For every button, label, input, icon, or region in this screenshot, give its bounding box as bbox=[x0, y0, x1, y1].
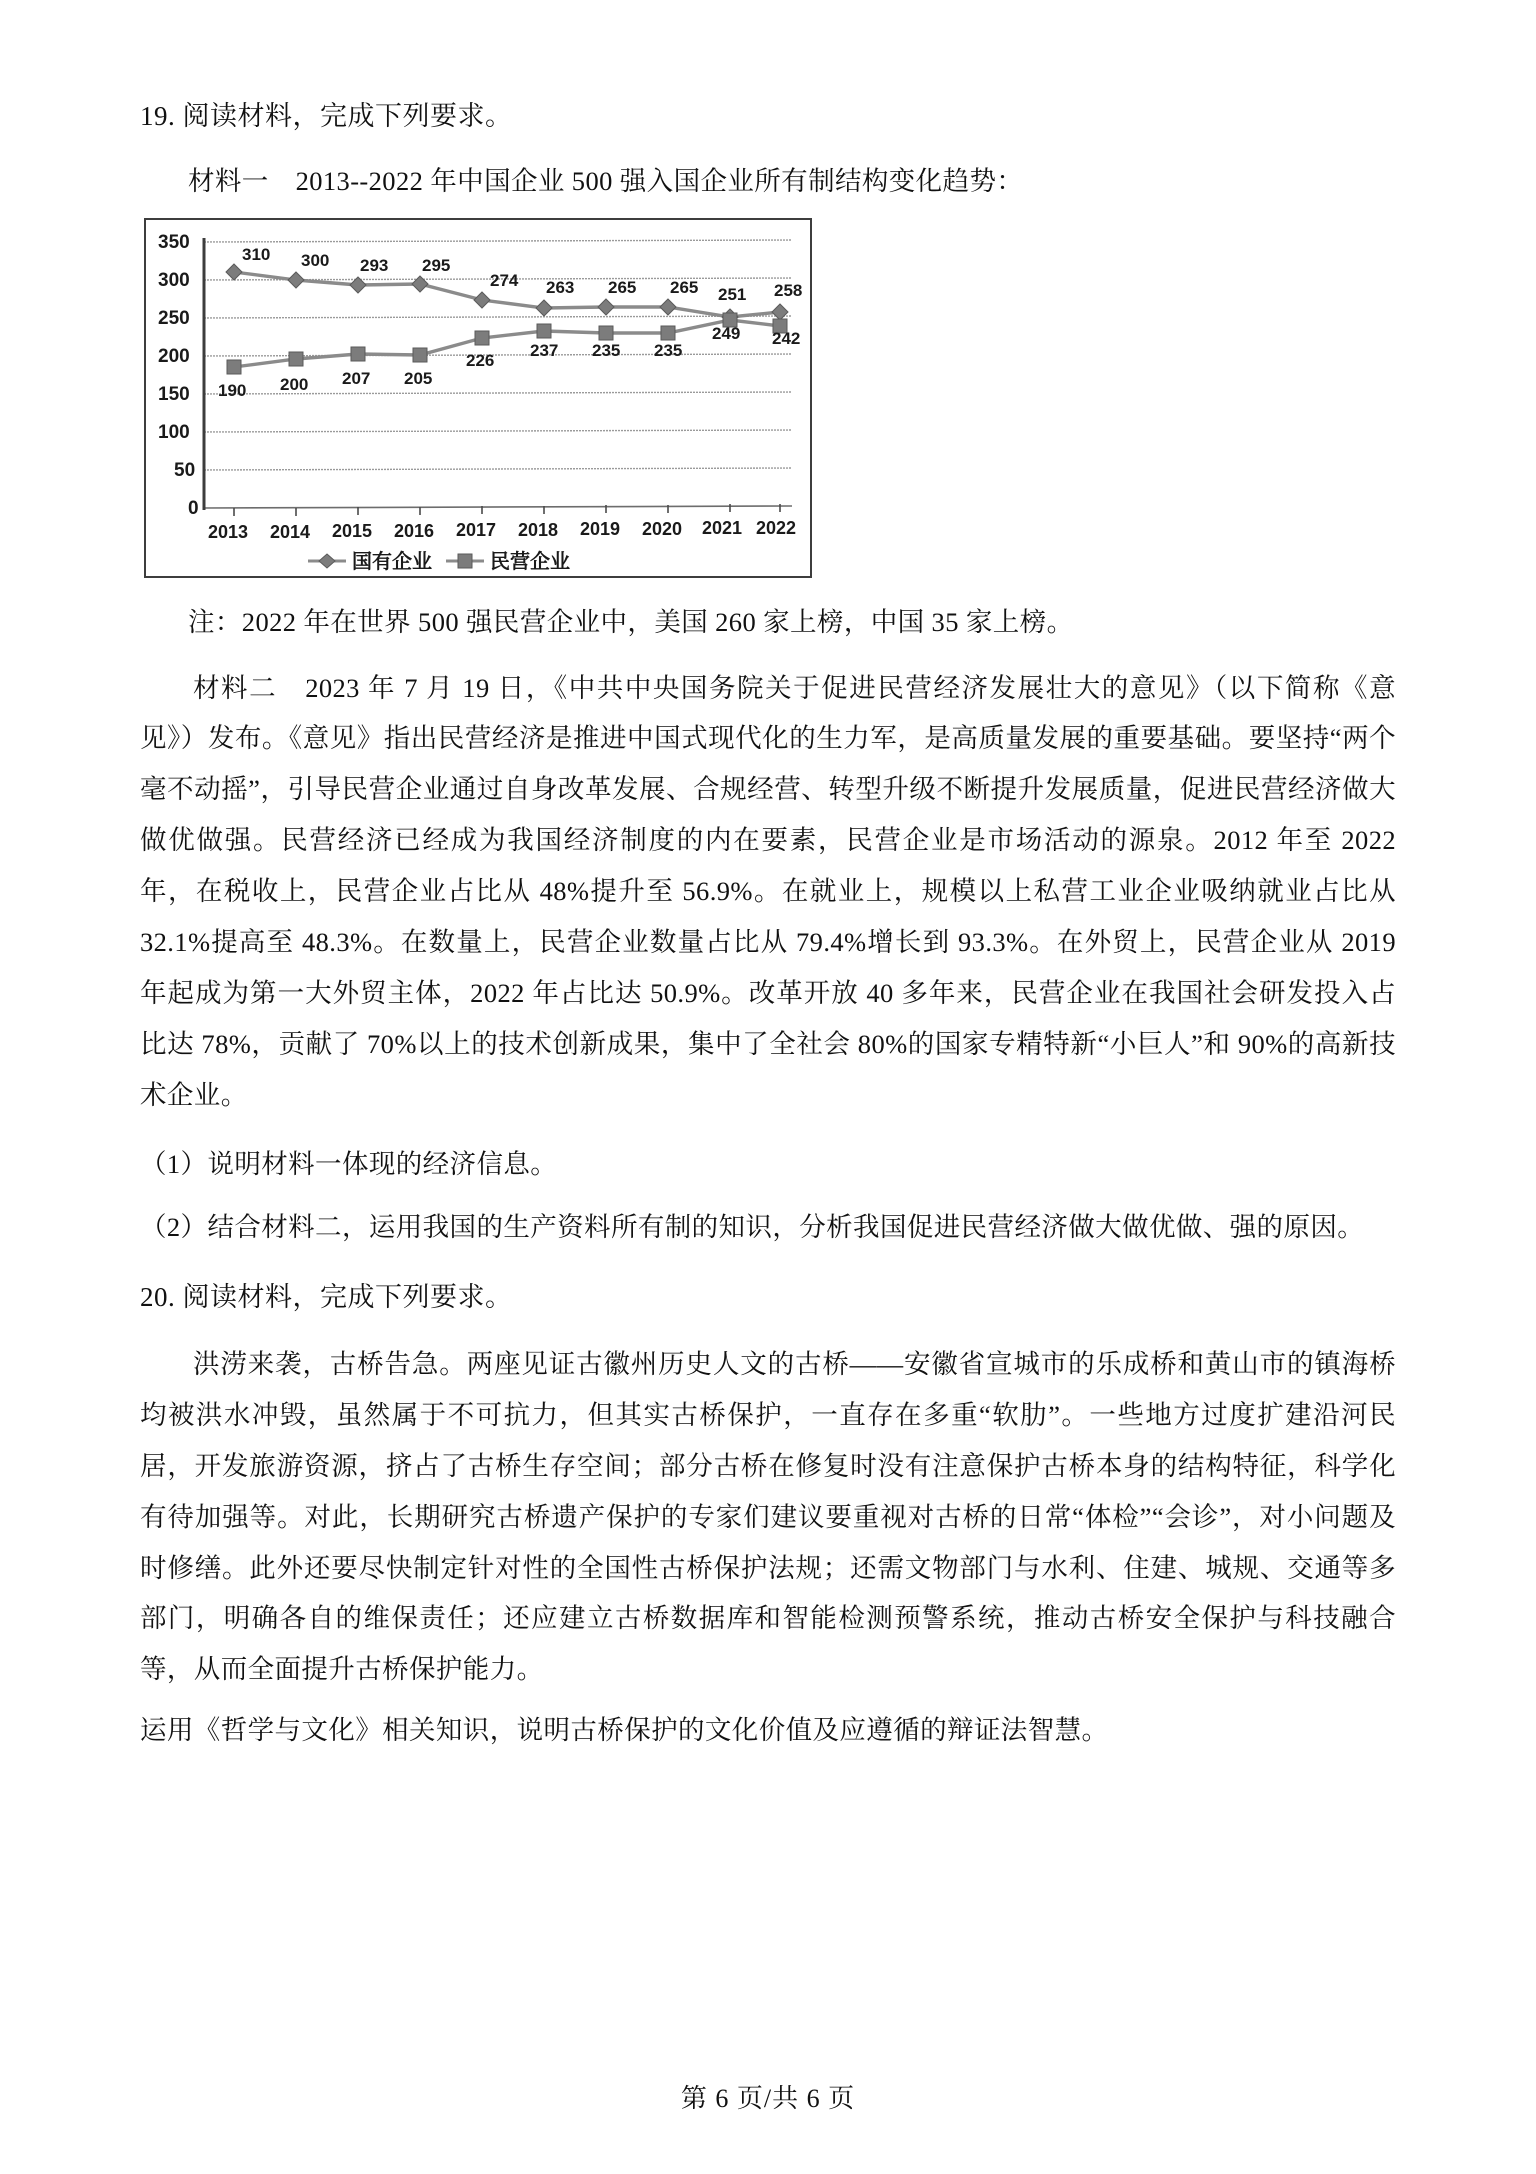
svg-text:2013: 2013 bbox=[208, 521, 249, 542]
svg-text:251: 251 bbox=[718, 284, 747, 304]
svg-text:200: 200 bbox=[280, 374, 309, 394]
question-19-sub-2: （2）结合材料二，运用我国的生产资料所有制的知识，分析我国促进民营经济做大做优做、强的原因。 bbox=[140, 1212, 1365, 1243]
svg-text:2020: 2020 bbox=[642, 518, 683, 539]
svg-text:2019: 2019 bbox=[580, 518, 621, 539]
question-20-body: 洪涝来袭，古桥告急。两座见证古徽州历史人文的古桥——安徽省宣城市的乐成桥和黄山市的镇海桥均被洪水冲毁，虽然属于不可抗力，但其实古桥保护，一直存在多重“软肋”。一些地方过度扩建沿河民居，开发旅游资源，挤占了古桥生存空间；部分古桥在修复时没有注意保护古桥本身的结构特征，科学化有待加强等。对此，长期研究古桥遗产保护的专家们建议要重视对古桥的日常“体检”“会诊”，对小问题及时修缮。此外还要尽快制定针对性的全国性古桥保护法规；还需文物部门与水利、住建、城规、交通等多部门，明确各自的维保责任；还应建立古桥数据库和智能检测预警系统，推动古桥安全保护与科技融合等，从而全面提升古桥保护能力。 bbox=[140, 1349, 1396, 1685]
svg-text:190: 190 bbox=[218, 380, 247, 400]
question-19-sub-1: （1）说明材料一体现的经济信息。 bbox=[140, 1149, 558, 1180]
svg-text:263: 263 bbox=[546, 277, 575, 297]
svg-text:250: 250 bbox=[158, 307, 190, 329]
svg-text:150: 150 bbox=[158, 383, 190, 405]
svg-text:200: 200 bbox=[158, 345, 190, 367]
series-state-owned-labels bbox=[242, 245, 802, 304]
svg-text:2015: 2015 bbox=[332, 520, 373, 541]
series-private bbox=[218, 313, 800, 400]
svg-text:242: 242 bbox=[772, 328, 801, 348]
line-chart-svg bbox=[146, 220, 810, 576]
svg-text:226: 226 bbox=[466, 350, 495, 370]
svg-text:249: 249 bbox=[712, 323, 741, 343]
svg-text:2022: 2022 bbox=[756, 517, 797, 538]
svg-text:293: 293 bbox=[360, 255, 389, 275]
svg-text:205: 205 bbox=[404, 368, 433, 388]
svg-text:207: 207 bbox=[342, 368, 371, 388]
svg-text:235: 235 bbox=[592, 340, 621, 360]
svg-text:237: 237 bbox=[530, 340, 559, 360]
svg-text:265: 265 bbox=[670, 277, 699, 297]
svg-text:2016: 2016 bbox=[394, 520, 435, 541]
svg-text:235: 235 bbox=[654, 340, 683, 360]
question-20-stem: 20. 阅读材料，完成下列要求。 bbox=[140, 1281, 513, 1312]
svg-text:310: 310 bbox=[242, 244, 271, 264]
svg-text:2021: 2021 bbox=[702, 517, 743, 538]
y-axis-ticks bbox=[158, 232, 199, 519]
legend-label-state-owned: 国有企业 bbox=[352, 550, 432, 573]
legend-label-private: 民营企业 bbox=[490, 550, 570, 573]
svg-text:2018: 2018 bbox=[518, 519, 559, 540]
question-20-prompt: 运用《哲学与文化》相关知识，说明古桥保护的文化价值及应遵循的辩证法智慧。 bbox=[140, 1715, 1109, 1746]
page-content bbox=[140, 96, 1396, 1756]
series-state-owned bbox=[226, 245, 802, 325]
svg-text:0: 0 bbox=[188, 497, 199, 519]
svg-text:50: 50 bbox=[174, 459, 196, 481]
chart-legend bbox=[308, 549, 570, 573]
svg-text:274: 274 bbox=[490, 270, 519, 290]
svg-text:100: 100 bbox=[158, 421, 190, 443]
page-footer: 第 6 页/共 6 页 bbox=[680, 2084, 856, 2113]
svg-text:295: 295 bbox=[422, 255, 451, 275]
svg-text:258: 258 bbox=[774, 280, 803, 300]
svg-text:265: 265 bbox=[608, 277, 637, 297]
question-19-stem: 19. 阅读材料，完成下列要求。 bbox=[140, 101, 513, 131]
svg-text:2017: 2017 bbox=[456, 519, 497, 540]
svg-text:300: 300 bbox=[301, 250, 330, 270]
x-axis-year-labels bbox=[208, 518, 796, 542]
material-two-text: 材料二 2023 年 7 月 19 日，《中共中央国务院关于促进民营经济发展壮大的意见》（以下简称《意见》）发布。《意见》指出民营经济是推进中国式现代化的生力军，是高质量发展的重要基础。要坚持“两个毫不动摇”，引导民营企业通过自身改革发展、合规经营、转型升级不断提升发展质量，促进民营经济做大做优做强。民营经济已经成为我国经济制度的内在要素，民营企业是市场活动的源泉。2012 年至 2022 年，在税收上，民营企业占比从 48%提升至 56.9%。在就业上，规模以上私营工业企业吸纳就业占比从 32.1%提高至 48.3%。在数量上，民营企业数量占比从 79.4%增长到 93.3%。在外贸上，民营企业从 2019 年起成为第一大外贸主体，2022 年占比达 50.9%。改革开放 40 多年来，民营企业在我国社会研发投入占比达 78%，贡献了 70%以上的技术创新成果，集中了全社会 80%的国家专精特新“小巨人”和 90%的高新技术企业。 bbox=[140, 672, 1396, 1110]
material-one-heading: 材料一 2013--2022 年中国企业 500 强入国企业所有制结构变化趋势： bbox=[188, 165, 1024, 196]
chart-note: 注：2022 年在世界 500 强民营企业中，美国 260 家上榜，中国 35 家上榜。 bbox=[188, 606, 1074, 637]
svg-text:300: 300 bbox=[158, 269, 190, 291]
svg-text:2014: 2014 bbox=[270, 521, 311, 542]
chart-figure bbox=[144, 218, 812, 578]
svg-text:350: 350 bbox=[158, 231, 190, 253]
